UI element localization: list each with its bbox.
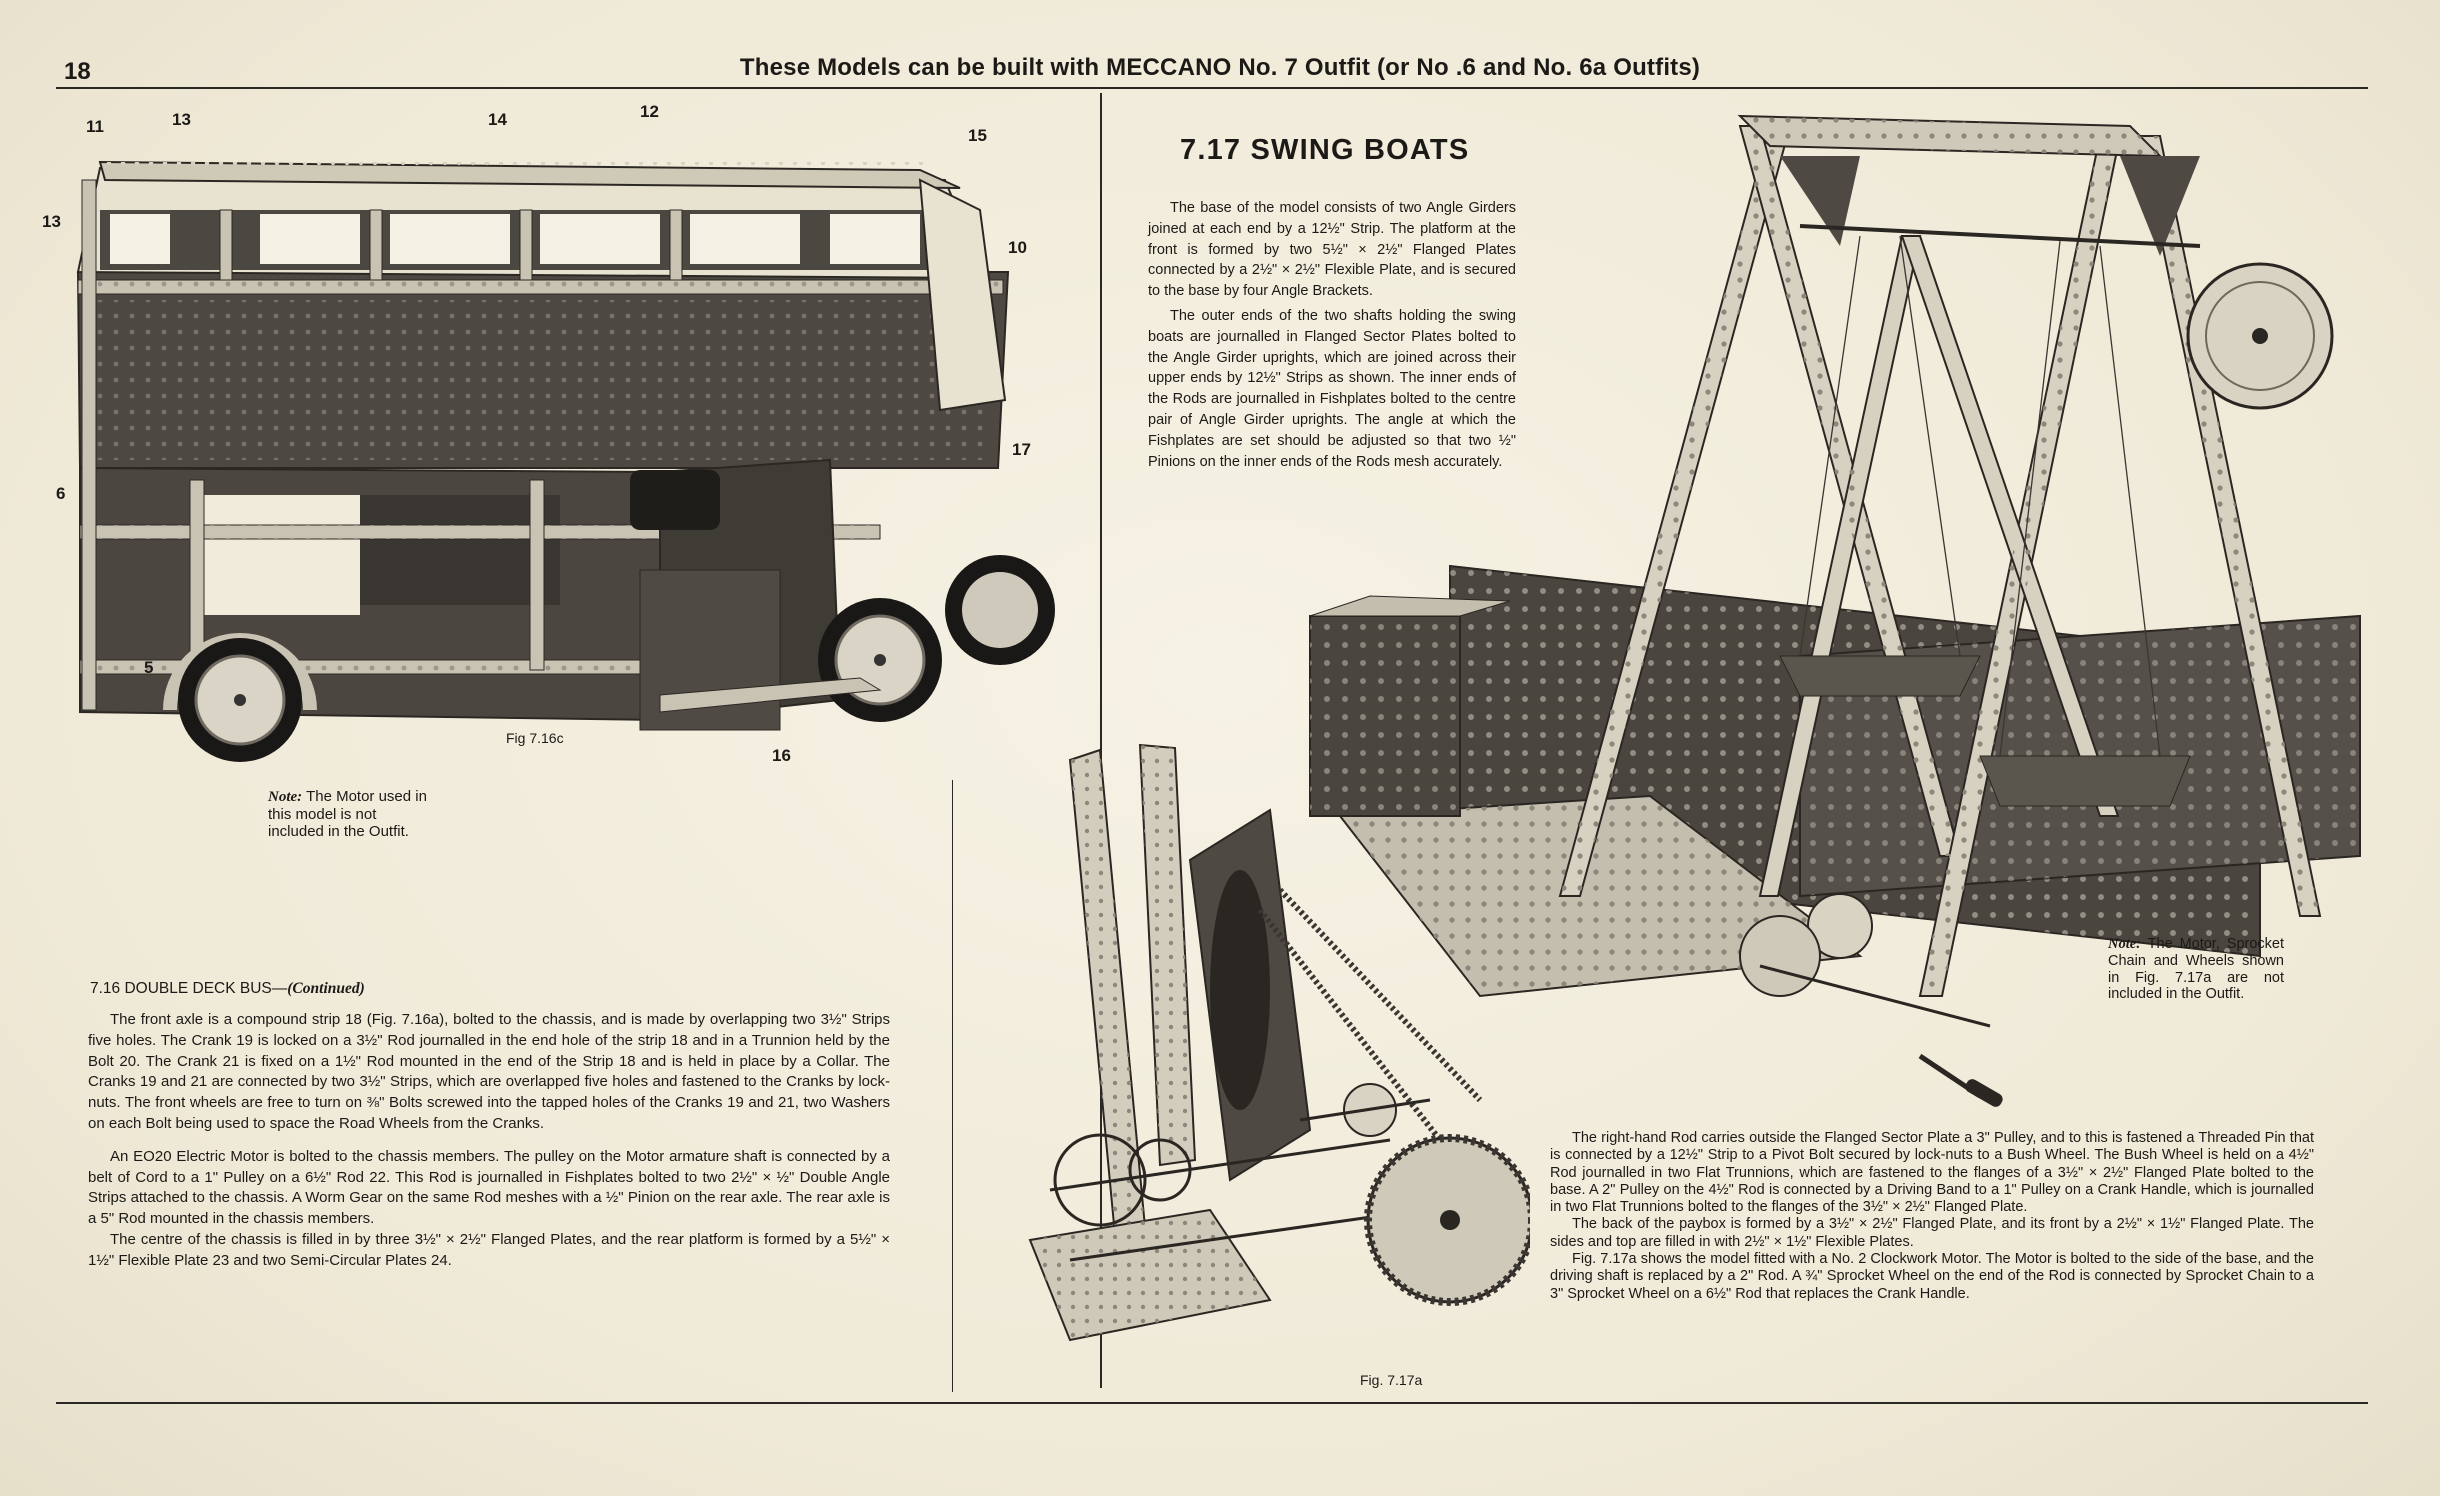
callout-16: 16 <box>772 746 791 765</box>
swing-note-text: The Motor, Sprocket Chain and Wheels shown in Fig. 7.17a are not included in the Outfit. <box>2108 936 2284 1003</box>
bus-illustration <box>60 100 1070 800</box>
swing-note-label: Note: <box>2108 936 2142 952</box>
section-716-para-2: An EO20 Electric Motor is bolted to the chassis members. The pulley on the Motor armature shaft is connected by a belt of Cord to a 1" Pulley on a 6½" Rod 22. This Rod is journalled in Fishplates bolted to two 2½" × ½" Double Angle Strips attached to the chassis. A Worm Gear on the same Rod meshes with a ½" Pinion on the rear axle. The rear axle is a 5" Rod mounted in the chassis members. <box>88 1147 890 1228</box>
callout-12: 12 <box>640 102 659 121</box>
section-717-lower-body <box>1550 1130 2314 1303</box>
section-716-body <box>88 1010 890 1272</box>
clockwork-motor-illustration <box>1010 740 1530 1360</box>
fig-716c-caption: Fig 7.16c <box>506 730 564 746</box>
callout-13-left: 13 <box>42 212 61 231</box>
inner-divider-vertical <box>952 780 953 1392</box>
callout-15: 15 <box>968 126 987 145</box>
bus-note <box>268 788 434 840</box>
section-716-para-1: The front axle is a compound strip 18 (Fig. 7.16a), bolted to the chassis, and is made by overlapping two 3½" Strips five holes. The Crank 19 is locked on a 3½" Rod journalled in the end hole of the strip 18 and in a Trunnion held by the Bolt 20. The Crank 21 is fixed on a 1½" Rod mounted in the end of the Strip 18 and is held in place by a Collar. The Cranks 19 and 21 are connected by two 3½" Strips, which are overlapped five holes and fastened to the Cranks by lock-nuts. The front wheels are free to turn on ⅜" Bolts screwed into the tapped holes of the Cranks 19 and 21, two Washers on each Bolt being used to space the Road Wheels from the Cranks. <box>88 1011 890 1132</box>
page-header-title: These Models can be built with MECCANO No. 7 Outfit (or No .6 and No. 6a Outfits) <box>739 54 1701 81</box>
section-717-lower-para-2: The back of the paybox is formed by a 3½" × 2½" Flanged Plate, and its front by a 2½" × 1½" Flanged Plate. The sides and top are filled in with 2½" × 1½" Flexible Plates. <box>1550 1216 2314 1250</box>
callout-5: 5 <box>144 658 154 677</box>
section-716-continued: (Continued) <box>287 980 365 997</box>
section-716-title: 7.16 DOUBLE DECK BUS— <box>90 980 288 997</box>
section-716-heading <box>90 980 365 998</box>
section-717-lower-para-3: Fig. 7.17a shows the model fitted with a No. 2 Clockwork Motor. The Motor is bolted to the side of the base, and the driving shaft is replaced by a 2" Rod. A ¾" Sprocket Wheel on the end of the Rod is connected by Sprocket Chain to a 3" Sprocket Wheel on a 6½" Rod that replaces the Crank Handle. <box>1550 1251 2314 1302</box>
section-717-heading: 7.17 SWING BOATS <box>1180 134 1470 166</box>
section-717-lower-para-1: The right-hand Rod carries outside the Flanged Sector Plate a 3" Pulley, and to this is fastened a Threaded Pin that is connected by a 12½" Strip to a Pivot Bolt secured by lock-nuts to a Bush Wheel. The Bush Wheel is held on a 4½" Rod journalled in two Flat Trunnions, which are fastened to the flanges of a 3½" × 2½" Flanged Plate bolted to the base. A 2" Pulley on the 4½" Rod is connected by a Driving Band to a 1" Pulley on a Crank Handle, which is journalled in two Flat Trunnions bolted to the flanges of the 3½" × 2½" Flanged Plate. <box>1550 1130 2314 1216</box>
header-rule <box>56 87 2368 89</box>
swing-note <box>2108 936 2284 1003</box>
section-717-para-2: The outer ends of the two shafts holding the swing boats are journalled in Flanged Sector Plates bolted to the Angle Girder uprights, which are joined across their upper ends by 12½" Strips as shown. The inner ends of the Rods are journalled in Fishplates bolted to the centre pair of Angle Girder uprights. The angle at which the Fishplates are set should be adjusted so that two ½" Pinions on the inner ends of the Rods mesh accurately. <box>1148 307 1516 470</box>
bus-note-label: Note: <box>268 789 303 805</box>
callout-13-top: 13 <box>172 110 191 129</box>
section-716-para-3: The centre of the chassis is filled in by three 3½" × 2½" Flanged Plates, and the rear platform is formed by a 5½" × 1½" Flexible Plate 23 and two Semi-Circular Plates 24. <box>88 1230 890 1269</box>
section-717-para-1: The base of the model consists of two Angle Girders joined at each end by a 12½" Strip. The platform at the front is formed by two 5½" × 2½" Flanged Plates connected by a 2½" × 2½" Flexible Plate, and is secured to the base by four Angle Brackets. <box>1148 200 1516 300</box>
callout-14: 14 <box>488 110 507 129</box>
callout-11: 11 <box>86 117 104 136</box>
bottom-rule <box>56 1402 2368 1404</box>
bus-note-text: The Motor used in this model is not included in the Outfit. <box>268 788 427 840</box>
page-number: 18 <box>64 58 91 85</box>
callout-17: 17 <box>1012 440 1031 459</box>
callout-10: 10 <box>1008 238 1027 257</box>
callout-6: 6 <box>56 484 66 503</box>
fig-717a-caption: Fig. 7.17a <box>1360 1372 1423 1388</box>
